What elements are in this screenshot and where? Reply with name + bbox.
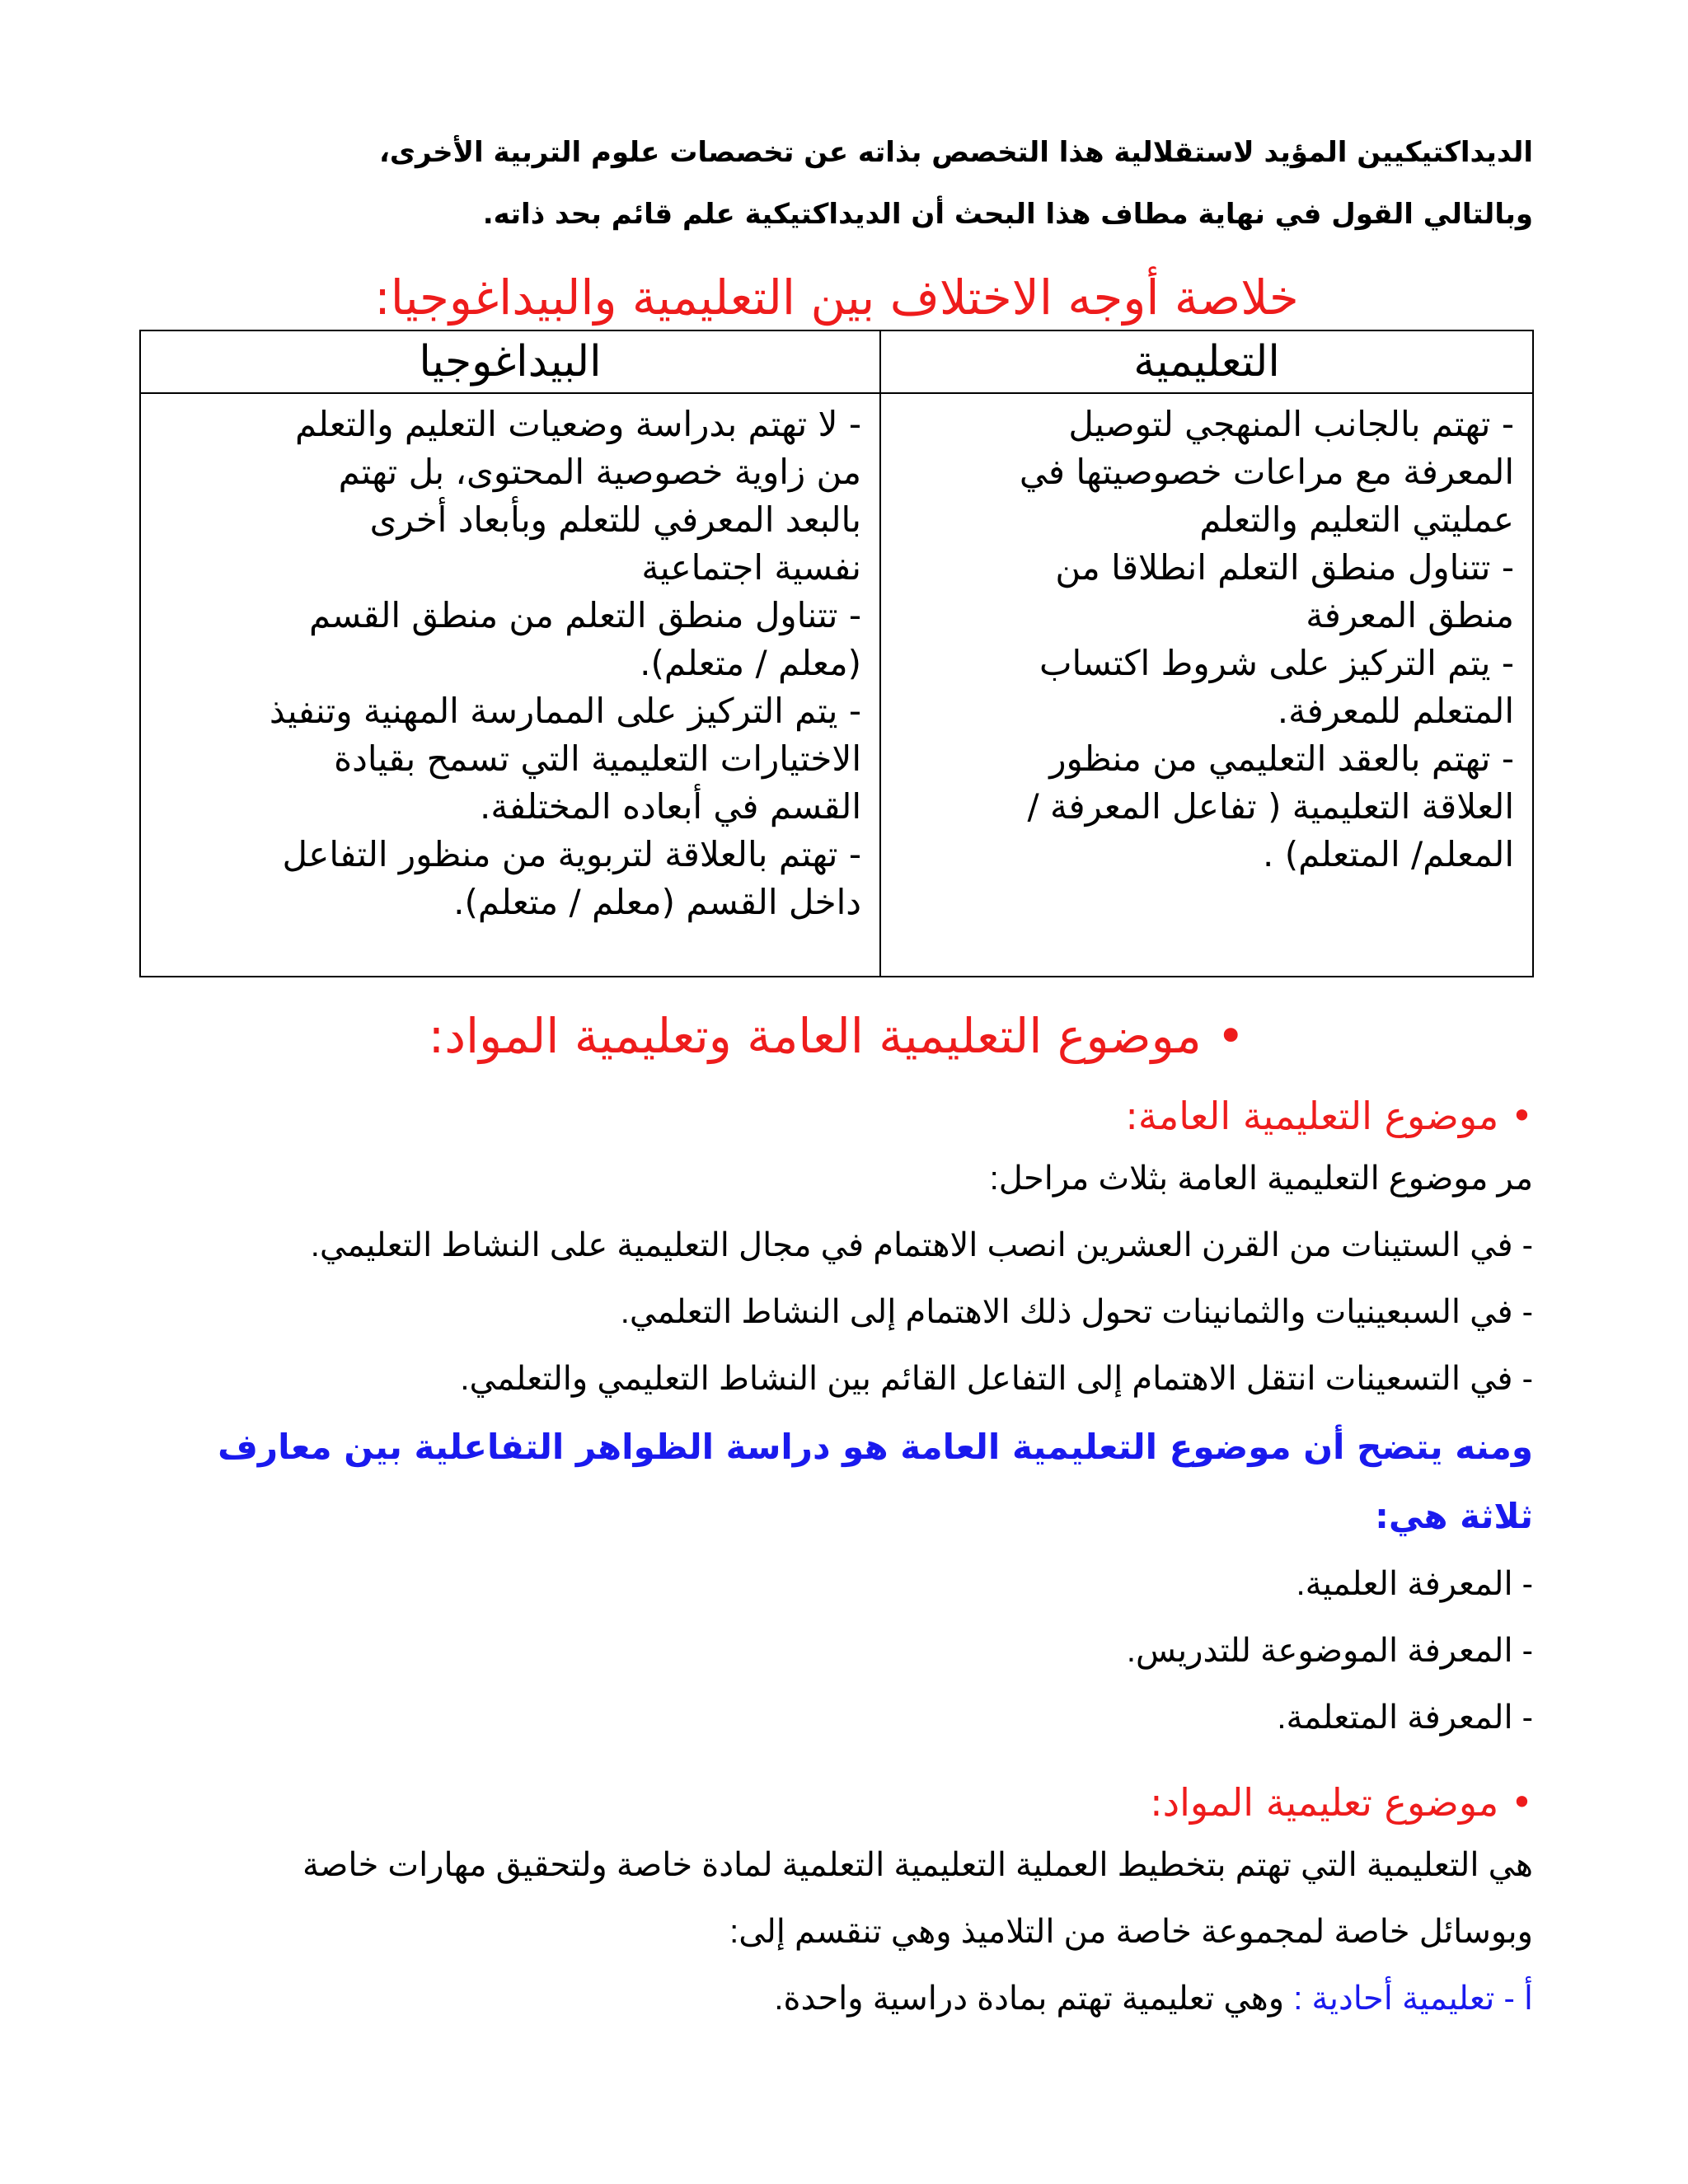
didactics-line: المعرفة مع مراعات خصوصيتها في [1019,452,1514,492]
intro-line-1: الديداكتيكيين المؤيد لاستقلالية هذا التخصص بذاته عن تخصصات علوم التربية الأخرى، [378,136,1533,169]
general-intro: مر موضوع التعليمية العامة بثلاث مراحل: [989,1160,1533,1197]
pedagogy-line: داخل القسم (معلم / متعلم). [453,882,861,922]
stage-item: - في السبعينيات والثمانينات تحول ذلك الاهتمام إلى النشاط التعلمي. [620,1294,1533,1330]
didactics-line: - تهتم بالجانب المنهجي لتوصيل [1068,404,1514,444]
pedagogy-line: بالبعد المعرفي للتعلم وبأبعاد أخرى [369,499,861,540]
conclusion-line-2: ثلاثة هي: [1375,1496,1533,1536]
pedagogy-line: نفسية اجتماعية [641,547,861,588]
pedagogy-line: - يتم التركيز على الممارسة المهنية وتنفيذ [269,691,861,731]
intro-paragraph [140,122,1533,246]
page-content [140,122,1533,2032]
pedagogy-line: - تهتم بالعلاقة لتربوية من منظور التفاعل [282,834,861,874]
subjects-para-line-2: وبوسائل خاصة لمجموعة خاصة من التلاميذ وهي تنقسم إلى: [729,1914,1533,1950]
pedagogy-line: من زاوية خصوصية المحتوى، بل تهتم [338,452,861,492]
pedagogy-line: - لا تهتم بدراسة وضعيات التعليم والتعلم [295,404,861,444]
subjects-item-text: وهي تعليمية تهتم بمادة دراسية واحدة. [774,1980,1294,2017]
knowledge-item: - المعرفة المتعلمة. [1277,1699,1533,1736]
pedagogy-line: (معلم / متعلم). [640,643,861,683]
didactics-cell [880,393,1533,977]
didactics-line: العلاقة التعليمية ( تفاعل المعرفة / [1027,786,1514,827]
didactics-line: المتعلم للمعرفة. [1277,691,1514,731]
table-body-row [140,393,1533,977]
intro-line-2: وبالتالي القول في نهاية مطاف هذا البحث أن الديداكتيكية علم قائم بحد ذاته. [482,198,1533,231]
didactics-line: عمليتي التعليم والتعلم [1199,499,1514,540]
pedagogy-cell [140,393,880,977]
comparison-table [139,330,1534,977]
stage-item: - في الستينات من القرن العشرين انصب الاهتمام في مجال التعليمية على النشاط التعليمي. [310,1227,1533,1263]
section-heading: • موضوع التعليمية العامة وتعليمية المواد: [428,1008,1245,1064]
pedagogy-line: القسم في أبعاده المختلفة. [480,786,861,827]
pedagogy-line: - تتناول منطق التعلم من منطق القسم [308,595,861,635]
header-pedagogy: البيداغوجيا [140,330,880,393]
general-didactics-heading: • موضوع التعليمية العامة: [1125,1094,1533,1138]
knowledge-item: - المعرفة الموضوعة للتدريس. [1126,1633,1533,1669]
didactics-line: منطق المعرفة [1306,595,1514,635]
subject-didactics-heading: • موضوع تعليمية المواد: [1150,1780,1533,1825]
stage-item: - في التسعينات انتقل الاهتمام إلى التفاعل القائم بين النشاط التعليمي والتعلمي. [460,1361,1533,1397]
header-didactics: التعليمية [880,330,1533,393]
comparison-title: خلاصة أوجه الاختلاف بين التعليمية والبيداغوجيا: [374,269,1299,326]
didactics-line: - تتناول منطق التعلم انطلاقا من [1055,547,1514,588]
didactics-line: المعلم/ المتعلم) . [1263,834,1514,874]
conclusion-line-1: ومنه يتضح أن موضوع التعليمية العامة هو دراسة الظواهر التفاعلية بين معارف [218,1427,1533,1467]
subjects-item [140,1966,1533,2032]
subjects-item-label: أ - تعليمية أحادية : [1293,1980,1533,2017]
didactics-line: - تهتم بالعقد التعليمي من منظور [1049,738,1514,779]
knowledge-item: - المعرفة العلمية. [1296,1566,1533,1602]
didactics-line: - يتم التركيز على شروط اكتساب [1039,643,1514,683]
subjects-para-line-1: هي التعليمية التي تهتم بتخطيط العملية التعليمية التعلمية لمادة خاصة ولتحقيق مهارات خاصة [302,1847,1533,1883]
table-header-row [140,330,1533,393]
pedagogy-line: الاختيارات التعليمية التي تسمح بقيادة [334,738,861,779]
